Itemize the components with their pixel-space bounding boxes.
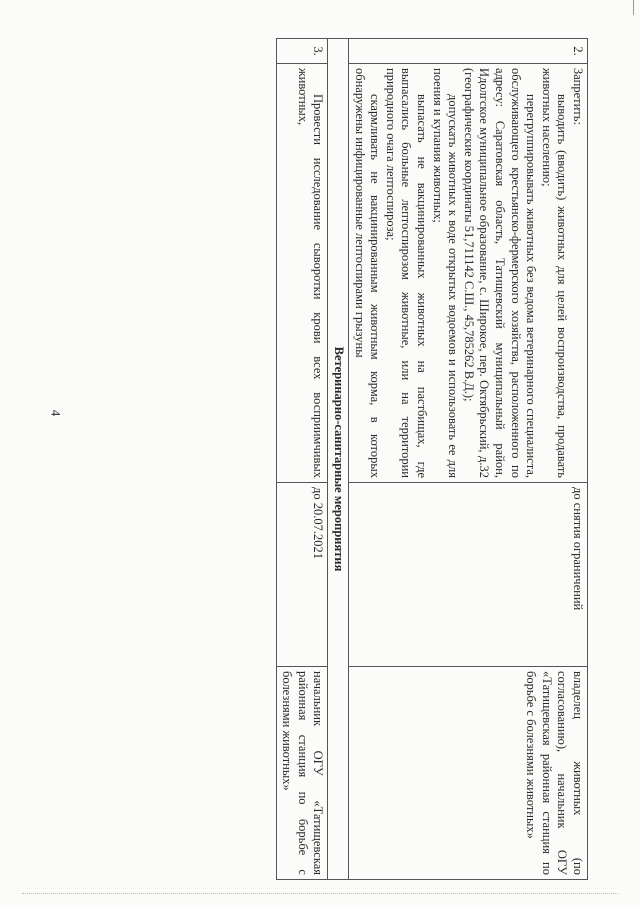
action-item: Провести исследование сыворотки крови всех восприимчивых животных,	[295, 68, 326, 478]
row-number: 2.	[349, 39, 588, 64]
table-row	[349, 39, 588, 880]
rotated-table-container	[78, 38, 588, 880]
action-item: допускать животных к воде открытых водоемов и использовать ее для поения и купания животных;	[430, 68, 461, 478]
action-title: Запретить:	[571, 68, 585, 125]
deadline-cell: до снятия ограничений	[349, 483, 588, 667]
deadline-cell: до 20.07.2021	[276, 483, 328, 667]
action-item: перегруппировывать животных без ведома ветеринарного специалиста, обслуживающего крестьянско-фермерского хозяйства, расположенного по адресу: Саратовская область, Татищевский муниципальный район, Идолгское муниципальное образование, с. Широкое, пер. Октябрьский, д.32 (географические координаты 51,711142 С.Ш., 45,785262 В.Д.);	[461, 68, 539, 478]
responsible-text: начальник ОГУ «Татищевская районная станция по борьбе с болезнями животных»	[280, 671, 326, 875]
page-number: 4	[48, 409, 64, 417]
action-cell	[349, 64, 588, 483]
scan-bottom-border	[22, 893, 618, 894]
table-row	[276, 39, 328, 880]
responsible-text: владелец животных (по согласованию), начальник ОГУ «Татищевская районная станция по борьбе с болезнями животных»	[524, 671, 585, 875]
responsible-cell	[349, 667, 588, 880]
section-header-row	[328, 39, 349, 880]
section-title: Ветеринарно-санитарные мероприятия	[328, 39, 349, 880]
action-item: выводить (вводить) животных для целей воспроизводства, продавать животных населению;	[539, 68, 570, 478]
action-item: выпасать не вакцинированных животных на пастбищах, где выпасались больные лептоспирозом животные, или на территории природного очага лептоспироза;	[383, 68, 430, 478]
scan-edge-mark	[633, 0, 634, 15]
action-cell	[276, 64, 328, 483]
action-item: скармливать не вакцинированным животным корма, в которых обнаружены инфицированные лептоспирами грызуны	[352, 68, 383, 478]
measures-table	[276, 38, 588, 880]
row-number: 3.	[276, 39, 328, 64]
responsible-cell	[276, 667, 328, 880]
